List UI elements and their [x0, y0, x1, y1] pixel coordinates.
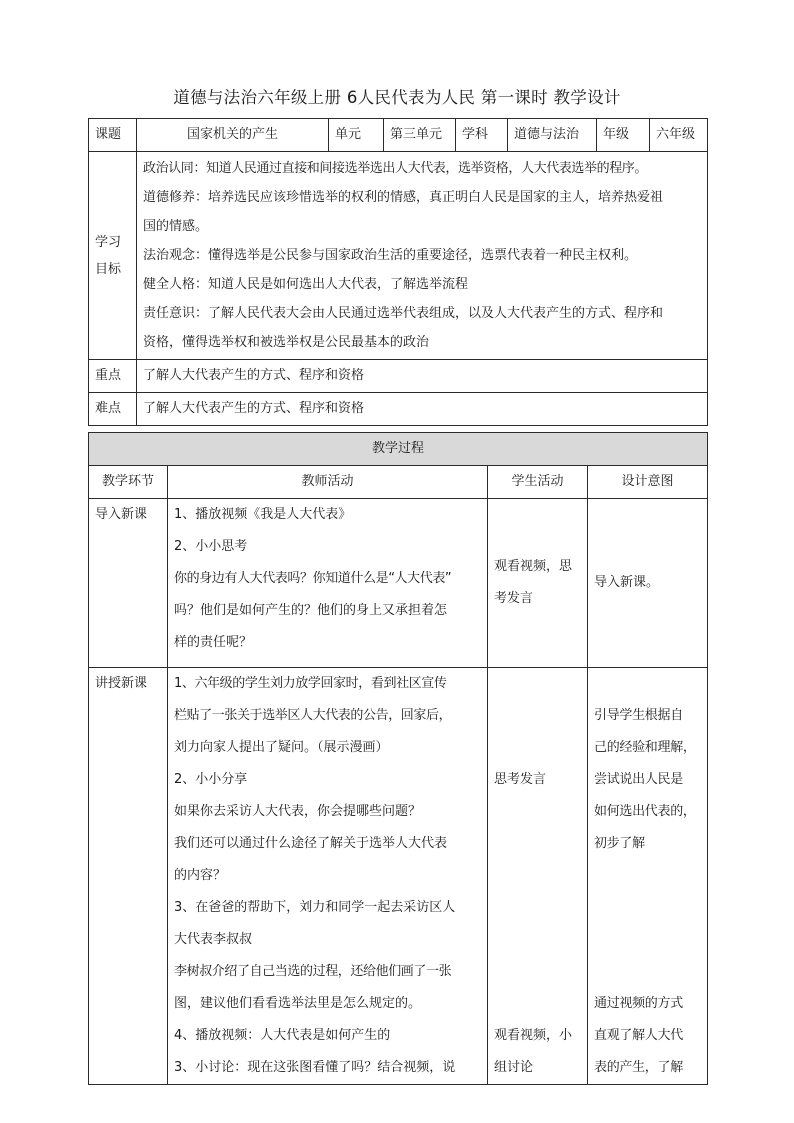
student-line: 观看视频，小 [494, 1028, 573, 1043]
teacher-line: 2、小小思考 [174, 539, 248, 554]
teacher-line: 的内容？ [174, 868, 227, 883]
stage-cell: 导入新课 [89, 499, 168, 668]
grade-label: 年级 [597, 119, 650, 152]
goals-label-line: 目标 [95, 261, 122, 277]
intent-line: 表的产生，了解 [594, 1060, 683, 1075]
intent-line: 如何选出代表的， [594, 804, 696, 819]
intent-line: 引导学生根据自 [594, 708, 683, 723]
intent-line: 初步了解 [594, 836, 645, 851]
unit-value: 第三单元 [384, 119, 456, 152]
teacher-line: 图，建议他们看看选举法里是怎么规定的。 [174, 996, 422, 1011]
teacher-activity [168, 668, 488, 1085]
key-point-label: 重点 [89, 360, 137, 393]
difficult-point-label: 难点 [89, 393, 137, 426]
teacher-line: 我们还可以通过什么途径了解关于选举人大代表 [174, 836, 448, 851]
process-table [88, 432, 708, 1085]
subject-label: 学科 [456, 119, 508, 152]
topic-value: 国家机关的产生 [137, 119, 329, 152]
goals-label-line: 学习 [95, 234, 122, 250]
grade-value: 六年级 [650, 119, 708, 152]
student-line: 观看视频，思 [494, 559, 573, 574]
teacher-line: 样的责任呢？ [174, 635, 253, 650]
student-line: 思考发言 [494, 772, 547, 787]
intent-line: 尝试说出人民是 [594, 772, 683, 787]
goal-line: 健全人格：知道人民是如何选出人大代表，了解选举流程 [143, 277, 469, 292]
teacher-line: 吗？他们是如何产生的？他们的身上又承担着怎 [174, 603, 448, 618]
teacher-line: 大代表李叔叔 [174, 932, 253, 947]
teacher-line: 3、在爸爸的帮助下，刘力和同学一起去采访区人 [174, 900, 456, 915]
process-bar: 教学过程 [89, 433, 708, 466]
teacher-line: 你的身边有人大代表吗？你知道什么是“人大代表” [174, 571, 452, 586]
teacher-line: 1、六年级的学生刘力放学回家时，看到社区宣传 [174, 676, 447, 691]
teacher-line: 李树叔介绍了自己当选的过程，还给他们画了一张 [174, 964, 452, 979]
table-row [89, 668, 708, 1085]
intent-line: 通过视频的方式 [594, 996, 683, 1011]
column-header: 设计意图 [588, 466, 708, 499]
goal-line: 法治观念：懂得选举是公民参与国家政治生活的重要途径，选票代表着一种民主权利。 [143, 248, 638, 263]
student-activity [488, 499, 588, 668]
teacher-line: 2、小小分享 [174, 772, 248, 787]
column-header: 学生活动 [488, 466, 588, 499]
topic-label: 课题 [89, 119, 137, 152]
document-title: 道德与法治六年级上册 6人民代表为人民 第一课时 教学设计 [173, 88, 621, 107]
goals-label [89, 152, 137, 360]
intent-line: 直观了解人大代 [594, 1028, 683, 1043]
goal-line: 国的情感。 [143, 219, 209, 234]
student-line: 组讨论 [494, 1060, 534, 1075]
subject-value: 道德与法治 [508, 119, 597, 152]
teacher-line: 4、播放视频：人大代表是如何产生的 [174, 1028, 391, 1043]
teacher-line: 栏贴了一张关于选举区人大代表的公告，回家后， [174, 708, 452, 723]
info-table [88, 118, 708, 426]
goals-text [137, 152, 708, 360]
difficult-point-value: 了解人大代表产生的方式、程序和资格 [137, 393, 708, 426]
design-intent [588, 668, 708, 1085]
goal-line: 道德修养：培养选民应该珍惜选举的权利的情感，真正明白人民是国家的主人，培养热爱祖 [143, 190, 664, 205]
intent-line: 导入新课。 [594, 575, 660, 590]
teacher-activity [168, 499, 488, 668]
stage-cell: 讲授新课 [89, 668, 168, 1085]
design-intent [588, 499, 708, 668]
intent-line: 己的经验和理解， [594, 740, 696, 755]
goal-line: 资格，懂得选举权和被选举权是公民最基本的政治 [143, 335, 430, 350]
table-row [89, 499, 708, 668]
unit-label: 单元 [329, 119, 384, 152]
student-activity [488, 668, 588, 1085]
key-point-value: 了解人大代表产生的方式、程序和资格 [137, 360, 708, 393]
teacher-line: 3、小讨论：现在这张图看懂了吗？结合视频，说 [174, 1060, 456, 1075]
teacher-line: 刘力向家人提出了疑问。（展示漫画） [174, 740, 389, 755]
goal-line: 政治认同：知道人民通过直接和间接选举选出人大代表，选举资格，人大代表选举的程序。 [143, 161, 648, 176]
goal-line: 责任意识：了解人民代表大会由人民通过选举代表组成，以及人大代表产生的方式、程序和 [143, 306, 664, 321]
teacher-line: 如果你去采访人大代表，你会提哪些问题？ [174, 804, 422, 819]
column-header: 教学环节 [89, 466, 168, 499]
column-header: 教师活动 [168, 466, 488, 499]
teacher-line: 1、播放视频《我是人大代表》 [174, 507, 352, 522]
student-line: 考发言 [494, 591, 534, 606]
